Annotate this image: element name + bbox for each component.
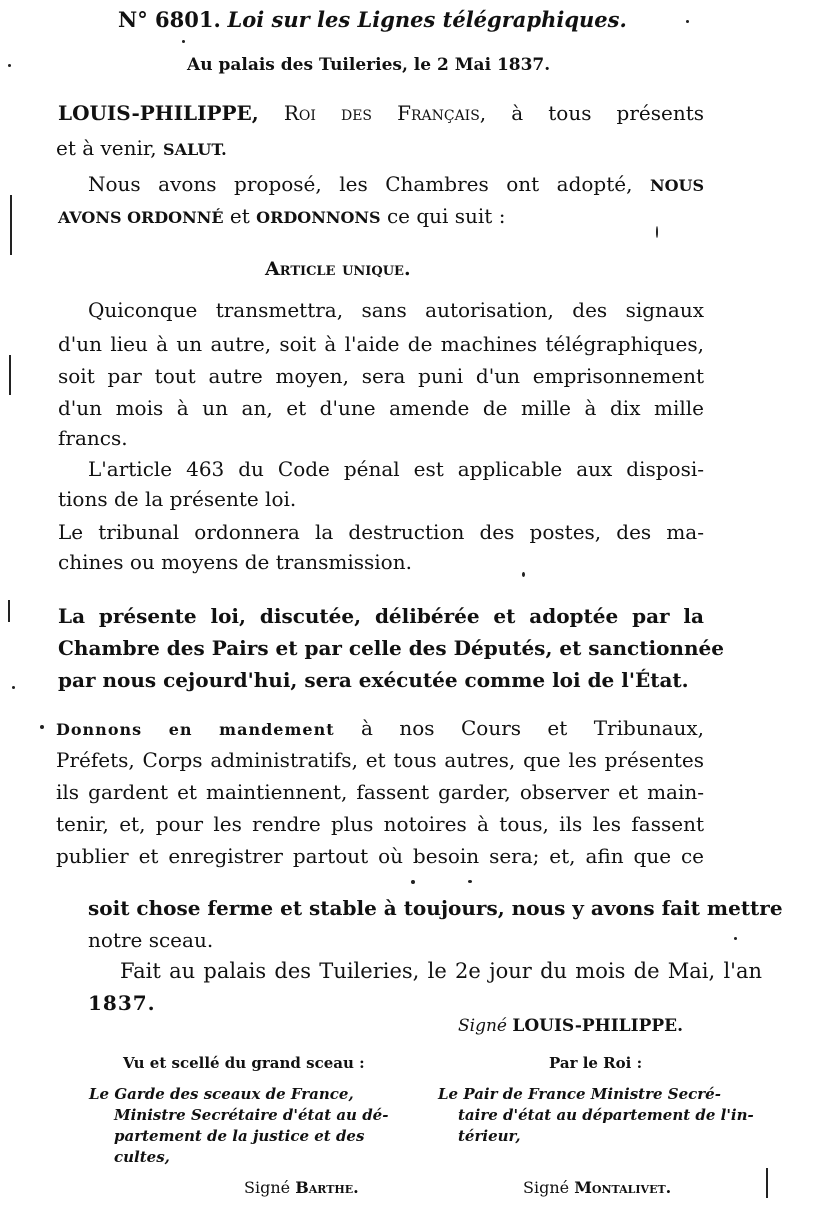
scan-speck (8, 64, 11, 67)
scan-speck (12, 686, 15, 689)
article-p3-line: Le tribunal ordonnera la destruction des postes, des ma- (58, 520, 704, 544)
scan-speck (522, 572, 525, 577)
scan-mark (10, 195, 12, 255)
done-line-1: Fait au palais des Tuileries, le 2e jour du mois de Mai, l'an (120, 959, 762, 983)
avons-ordonne: AVONS ORDONNÉ (58, 208, 224, 227)
royal-signe: Signé (458, 1016, 507, 1036)
king-title: Roi des Français, (283, 101, 487, 125)
royal-name: LOUIS-PHILIPPE. (512, 1016, 684, 1036)
enacting-text: Nous avons proposé, les Chambres ont adopté, (88, 172, 633, 196)
done-line-2: 1837. (88, 991, 156, 1015)
closing-line: Chambre des Pairs et par celle des Députés, et sanctionnée (58, 636, 724, 660)
law-header (118, 9, 627, 31)
donnons-en-mandement: Donnons en mandement (56, 720, 335, 739)
ordonnons: ORDONNONS (256, 208, 381, 227)
scan-mark (766, 1168, 768, 1198)
right-block-line: térieur, (458, 1127, 521, 1145)
right-name: Montalivet. (574, 1178, 672, 1197)
left-name: Barthe. (295, 1178, 359, 1197)
place-date: Au palais des Tuileries, le 2 Mai 1837. (187, 55, 551, 75)
king-name: LOUIS-PHILIPPE, (58, 101, 259, 125)
article-heading: Article unique. (265, 258, 411, 280)
article-p2-line: L'article 463 du Code pénal est applicable aux disposi- (88, 457, 704, 481)
enacting-et: et (229, 204, 250, 228)
ce-qui-suit: ce qui suit : (386, 204, 506, 228)
article-p1-line: soit par tout autre moyen, sera puni d'un emprisonnement (58, 364, 704, 388)
enacting-line-1 (88, 174, 704, 194)
scan-speck (411, 880, 415, 884)
scan-speck (182, 40, 185, 43)
mandate-line: publier et enregistrer partout où besoin sera; et, afin que ce (56, 844, 704, 868)
article-p1-line: d'un mois à un an, et d'une amende de mille à dix mille (58, 396, 704, 420)
closing-line: par nous cejourd'hui, sera exécutée comme loi de l'État. (58, 668, 689, 692)
seal-line: soit chose ferme et stable à toujours, nous y avons fait mettre (88, 896, 783, 920)
preamble-line-1 (58, 103, 704, 123)
right-block-line: taire d'état au département de l'in- (458, 1106, 754, 1124)
royal-signature (458, 1018, 683, 1035)
mandate-line: Préfets, Corps administratifs, et tous autres, que les présentes (56, 748, 704, 772)
salut: SALUT. (163, 140, 227, 159)
article-p1-line: d'un lieu à un autre, soit à l'aide de machines télégraphiques, (58, 332, 704, 356)
left-signature (244, 1180, 359, 1196)
scan-mark (8, 600, 10, 622)
scan-speck (734, 937, 737, 940)
scan-speck (656, 226, 658, 238)
left-block-line: cultes, (114, 1148, 170, 1166)
preamble-rest: à tous présents (511, 101, 705, 125)
article-p3-line: chines ou moyens de transmission. (58, 550, 412, 574)
article-p1-line: francs. (58, 426, 128, 450)
enacting-line-2 (58, 206, 505, 226)
mandate-rest: à nos Cours et Tribunaux, (361, 716, 705, 740)
left-block-line: Le Garde des sceaux de France, (89, 1085, 354, 1103)
preamble-line-2 (56, 138, 227, 158)
article-p1-line: Quiconque transmettra, sans autorisation, des signaux (88, 298, 704, 322)
right-signe: Signé (523, 1178, 570, 1197)
enacting-caps: NOUS (649, 176, 705, 195)
scan-speck (686, 20, 689, 23)
law-title: Loi sur les Lignes télégraphiques. (227, 7, 627, 32)
scan-mark (9, 355, 11, 395)
mandate-line: ils gardent et maintiennent, fassent garder, observer et main- (56, 780, 704, 804)
scan-speck (40, 725, 44, 729)
mandate-line: tenir, et, pour les rendre plus notoires à tous, ils les fassent (56, 812, 704, 836)
preamble-text: et à venir, (56, 136, 157, 160)
seal-line: notre sceau. (88, 928, 214, 952)
mandate-line-1 (56, 718, 704, 738)
closing-line: La présente loi, discutée, délibérée et adoptée par la (58, 604, 704, 628)
left-block-line: partement de la justice et des (114, 1127, 365, 1145)
right-block-line: Le Pair de France Ministre Secré- (438, 1085, 721, 1103)
left-block-line: Ministre Secrétaire d'état au dé- (114, 1106, 389, 1124)
right-signature (523, 1180, 671, 1196)
article-p2-line: tions de la présente loi. (58, 487, 297, 511)
scan-speck (468, 880, 472, 883)
right-heading: Par le Roi : (549, 1054, 643, 1072)
left-heading: Vu et scellé du grand sceau : (123, 1054, 365, 1072)
left-signe: Signé (244, 1178, 291, 1197)
law-number: N° 6801. (118, 7, 221, 32)
